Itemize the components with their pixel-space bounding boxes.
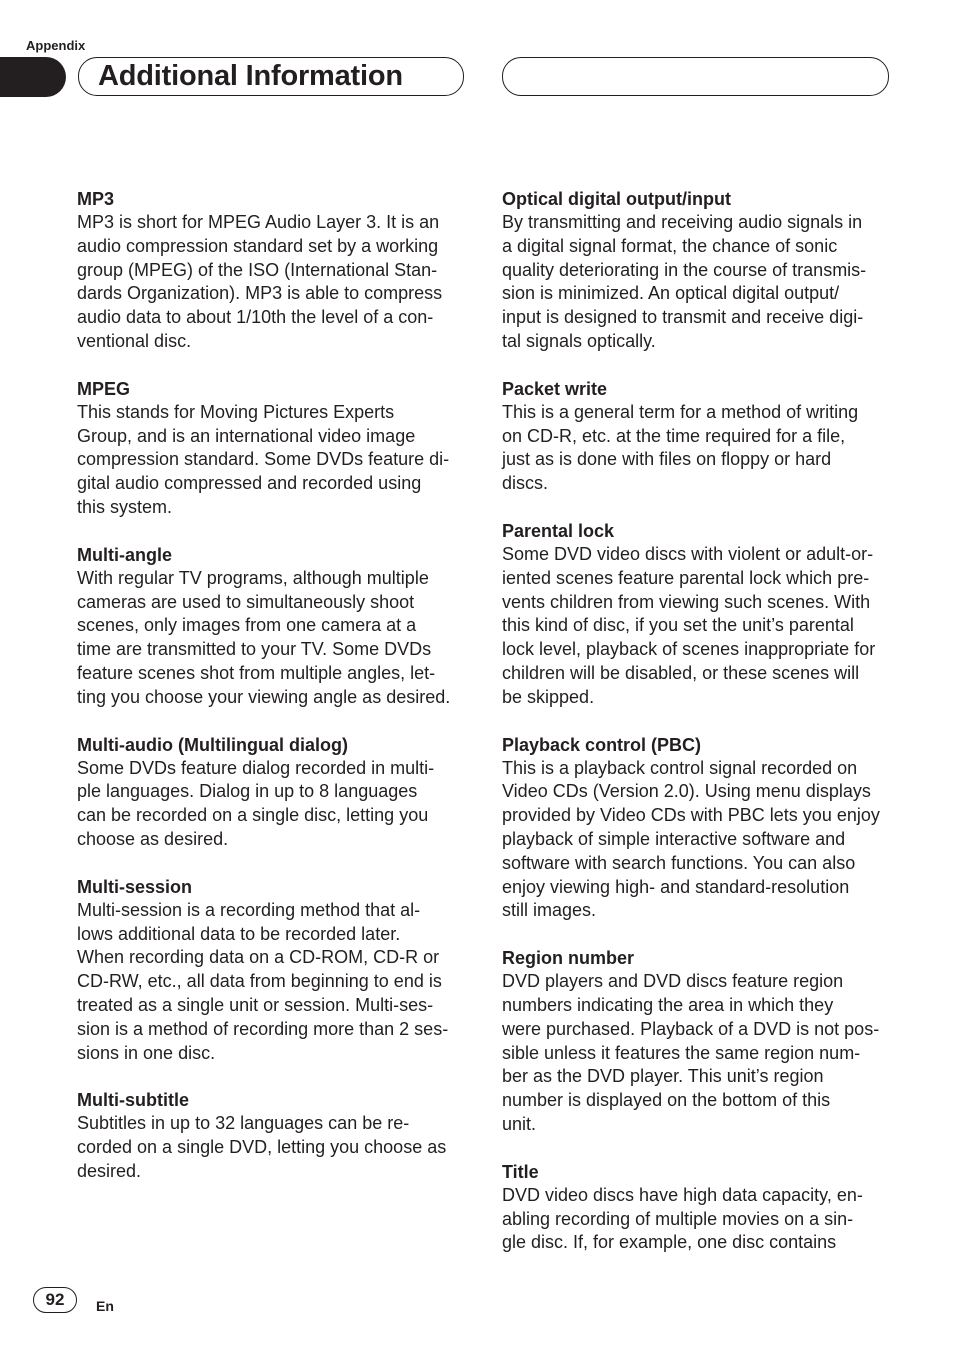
entry-text: Multi-session is a recording method that al- lows additional data to be recorded later. When recording data on a CD-ROM, CD-R or CD-RW, etc., all data from beginning to end is treated as a single unit or session. Multi-ses- sion is a method of recording more than 2 ses- sions in one disc. [77, 899, 449, 1063]
glossary-entry-mpeg [77, 377, 469, 520]
glossary-entry-mp3 [77, 187, 469, 354]
glossary-entry-title [502, 1160, 894, 1255]
left-column [77, 187, 469, 1207]
entry-text: With regular TV programs, although multiple cameras are used to simultaneously shoot scenes, only images from one camera at a time are transmitted to your TV. Some DVDs feature scenes shot from multiple angles, let- ting you choose your viewing angle as desired. [77, 567, 451, 707]
entry-term: Playback control (PBC) [502, 734, 702, 755]
entry-term: Packet write [502, 378, 608, 399]
glossary-entry-optical-digital [502, 187, 894, 354]
entry-term: MPEG [77, 378, 131, 399]
section-label: Appendix [26, 38, 86, 53]
entry-term: Multi-session [77, 876, 193, 897]
entry-text: This stands for Moving Pictures Experts Group, and is an international video image compression standard. Some DVDs feature di- gital audio compressed and recorded using this system. [77, 401, 450, 517]
glossary-entry-region-number [502, 946, 894, 1137]
right-column [502, 187, 894, 1278]
entry-text: DVD players and DVD discs feature region numbers indicating the area in which they were purchased. Playback of a DVD is not pos- sible unless it features the same region num- ber as the DVD player. This unit’s region number is displayed on the bottom of this unit. [502, 971, 880, 1134]
glossary-entry-playback-control [502, 733, 894, 924]
glossary-entry-multi-angle [77, 543, 469, 710]
glossary-entry-packet-write [502, 377, 894, 496]
entry-term: Title [502, 1161, 539, 1182]
empty-header-frame [502, 57, 889, 96]
language-label: En [96, 1298, 114, 1314]
entry-text: MP3 is short for MPEG Audio Layer 3. It is an audio compression standard set by a working group (MPEG) of the ISO (International Stan- dards Organization). MP3 is able to compress audio data to about 1/10th the level of a con- ventional disc. [77, 212, 443, 351]
glossary-entry-multi-subtitle [77, 1088, 469, 1183]
glossary-entry-parental-lock [502, 519, 894, 710]
entry-text: This is a playback control signal recorded on Video CDs (Version 2.0). Using menu displays provided by Video CDs with PBC lets you enjoy playback of simple interactive software and software with search functions. You can also enjoy viewing high- and standard-resolution still images. [502, 757, 880, 921]
entry-term: Multi-angle [77, 544, 172, 565]
page-title: Additional Information [98, 60, 403, 92]
entry-term: Optical digital output/input [502, 189, 731, 209]
entry-text: By transmitting and receiving audio signals in a digital signal format, the chance of sonic quality deteriorating in the course of transmis- sion is minimized. An optical digital output/ input is designed to transmit and receive digi- tal signals optically. [502, 212, 867, 351]
entry-term: Multi-audio (Multilingual dialog) [77, 734, 348, 755]
entry-text: Some DVDs feature dialog recorded in multi- ple languages. Dialog in up to 8 languages can be recorded on a single disc, letting you choose as desired. [77, 757, 435, 849]
section-tab-marker [0, 57, 66, 97]
page-number: 92 [33, 1287, 77, 1313]
entry-term: Multi-subtitle [77, 1090, 189, 1111]
entry-term: Region number [502, 948, 635, 969]
glossary-entry-multi-audio [77, 733, 469, 852]
entry-text: Some DVD video discs with violent or adult-or- iented scenes feature parental lock which pre- vents children from viewing such scenes. With this kind of disc, if you set the unit’s parental lock level, playback of scenes inappropriate for children will be disabled, or these scenes will be skipped. [502, 543, 876, 707]
entry-text: Subtitles in up to 32 languages can be re- corded on a single DVD, letting you choose as desired. [77, 1113, 447, 1181]
glossary-entry-multi-session [77, 875, 469, 1066]
entry-text: This is a general term for a method of writing on CD-R, etc. at the time required for a file, just as is done with files on floppy or hard discs. [502, 401, 859, 494]
title-frame [78, 57, 464, 96]
entry-text: DVD video discs have high data capacity, en- abling recording of multiple movies on a sin- gle disc. If, for example, one disc contains [502, 1184, 863, 1253]
entry-term: Parental lock [502, 520, 615, 541]
entry-term: MP3 [77, 189, 115, 209]
